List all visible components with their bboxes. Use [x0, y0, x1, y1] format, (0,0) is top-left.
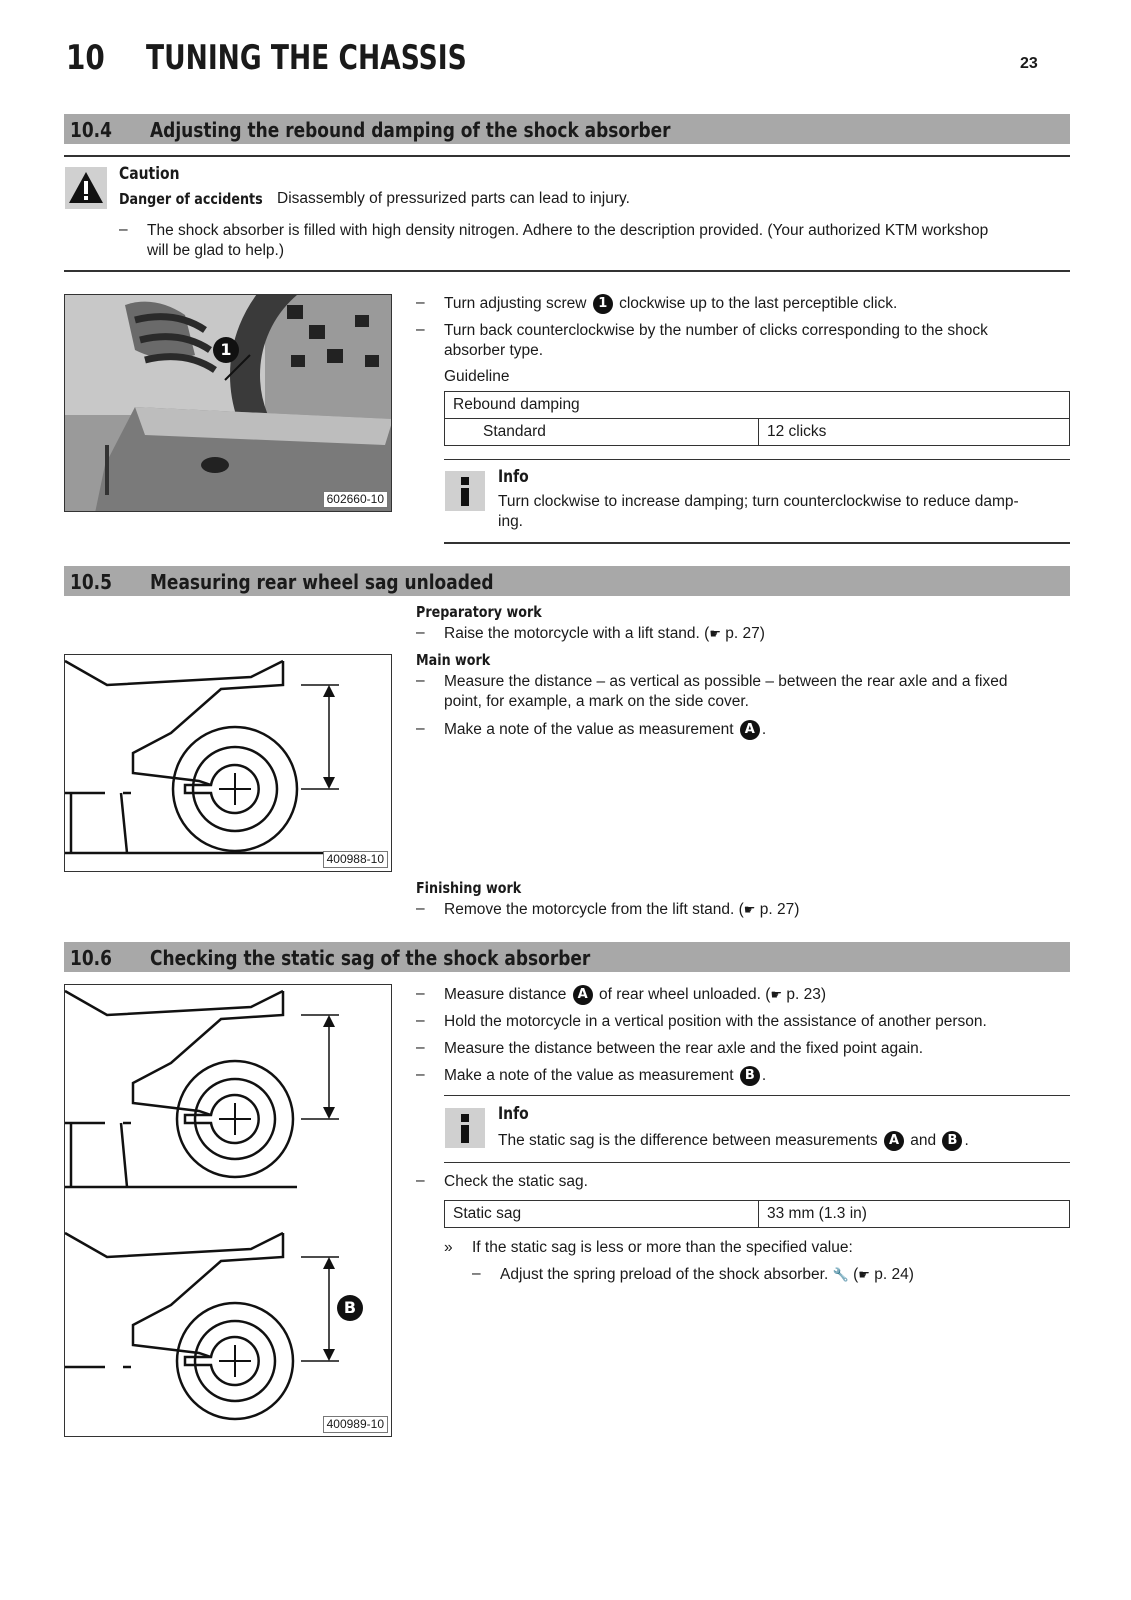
caution-bullet-line: The shock absorber is filled with high density nitrogen. Adhere to the description provided. (Your authorized KTM workshop [147, 222, 989, 239]
section-header-10-4 [64, 114, 1070, 144]
callout-a-ref: A [740, 720, 760, 740]
shock-absorber-photo [64, 294, 392, 512]
static-sag-table [444, 1200, 1070, 1228]
divider [444, 542, 1070, 544]
divider [64, 270, 1070, 272]
wrench-icon: 🔧 [832, 1267, 849, 1282]
step-text: Measure distance A of rear wheel unloaded. (☛ p. 23) [444, 986, 827, 1004]
table-cell: 33 mm (1.3 in) [759, 1201, 1070, 1228]
callout-b-ref: B [942, 1131, 962, 1151]
danger-text: Disassembly of pressurized parts can lead to injury. [277, 190, 630, 207]
hand-pointer-icon: ☛ [709, 626, 721, 641]
callout-1: 1 [213, 337, 239, 363]
figure-label: 602660-10 [323, 491, 388, 508]
section-header-10-5 [64, 566, 1070, 596]
callout-b: B [337, 1295, 363, 1321]
bullet-dash: – [416, 985, 425, 1002]
step-text: point, for example, a mark on the side cover. [444, 693, 749, 710]
condition-text: If the static sag is less or more than the specified value: [472, 1239, 853, 1256]
bullet-dash: – [416, 1172, 425, 1189]
section-header-10-6 [64, 942, 1070, 972]
figure-label: 400988-10 [323, 851, 388, 868]
step-text: Remove the motorcycle from the lift stand. (☛ p. 27) [444, 901, 800, 918]
table-cell: Static sag [445, 1201, 759, 1228]
info-heading: Info [498, 1104, 529, 1124]
info-icon [445, 471, 485, 511]
step-text: Make a note of the value as measurement A . [444, 721, 767, 739]
step-text: Measure the distance between the rear axle and the fixed point again. [444, 1040, 924, 1057]
bullet-dash: – [416, 294, 425, 311]
bullet-dash: – [416, 720, 425, 737]
info-text: The static sag is the difference between measurements A and B . [498, 1132, 969, 1150]
section-number: 10.5 [70, 570, 112, 594]
bullet-dash: – [119, 221, 128, 238]
step-text: Turn adjusting screw 1 clockwise up to the last perceptible click. [444, 295, 898, 313]
rear-wheel-diagram [64, 654, 392, 872]
danger-label: Danger of accidents [119, 190, 263, 208]
main-work-heading: Main work [416, 651, 491, 669]
info-icon [445, 1108, 485, 1148]
divider [444, 1095, 1070, 1096]
static-sag-diagram [64, 984, 392, 1437]
guideline-label: Guideline [444, 368, 510, 385]
divider [444, 459, 1070, 460]
finishing-heading: Finishing work [416, 879, 522, 897]
table-header: Rebound damping [445, 392, 1070, 419]
step-text: Check the static sag. [444, 1173, 588, 1190]
bullet-dash: – [416, 321, 425, 338]
step-text: absorber type. [444, 342, 544, 359]
table-cell: 12 clicks [759, 419, 1070, 446]
bullet-dash: – [416, 1039, 425, 1056]
page-number: 23 [1020, 55, 1038, 72]
section-number: 10.4 [70, 118, 112, 142]
bullet-dash: – [416, 624, 425, 641]
info-heading: Info [498, 467, 529, 487]
bullet-dash: – [416, 1012, 425, 1029]
section-number: 10.6 [70, 946, 112, 970]
step-text: Turn back counterclockwise by the number of clicks corresponding to the shock [444, 322, 988, 339]
step-text: Raise the motorcycle with a lift stand. (☛ p. 27) [444, 625, 765, 642]
info-text: ing. [498, 513, 523, 530]
bullet-dash: – [472, 1265, 481, 1282]
figure-label: 400989-10 [323, 1416, 388, 1433]
rebound-damping-table [444, 391, 1070, 446]
chapter-title: TUNING THE CHASSIS [146, 38, 467, 78]
callout-b-ref: B [740, 1066, 760, 1086]
bullet-dash: – [416, 1066, 425, 1083]
section-title: Adjusting the rebound damping of the shock absorber [150, 118, 671, 142]
condition-chevron: » [444, 1239, 453, 1256]
divider [444, 1162, 1070, 1163]
callout-a-ref: A [884, 1131, 904, 1151]
step-text: Make a note of the value as measurement B . [444, 1067, 767, 1085]
hand-pointer-icon: ☛ [743, 902, 756, 917]
callout-1-ref: 1 [593, 294, 613, 314]
info-text: Turn clockwise to increase damping; turn counterclockwise to reduce damp- [498, 493, 1019, 510]
preparatory-heading: Preparatory work [416, 603, 542, 621]
hand-pointer-icon: ☛ [770, 987, 783, 1003]
hand-pointer-icon: ☛ [858, 1267, 870, 1282]
section-title: Measuring rear wheel sag unloaded [150, 570, 494, 594]
callout-a-ref: A [573, 985, 593, 1005]
chapter-number: 10 [66, 38, 105, 78]
step-text: Measure the distance – as vertical as possible – between the rear axle and a fixed [444, 673, 1008, 690]
table-cell: Standard [445, 419, 759, 446]
caution-heading: Caution [119, 164, 180, 184]
section-title: Checking the static sag of the shock absorber [150, 946, 591, 970]
step-text: Adjust the spring preload of the shock absorber. 🔧 (☛ p. 24) [500, 1266, 914, 1283]
warning-icon [65, 167, 107, 209]
caution-bullet-line: will be glad to help.) [147, 242, 284, 259]
divider [64, 155, 1070, 157]
bullet-dash: – [416, 900, 425, 917]
bullet-dash: – [416, 672, 425, 689]
step-text: Hold the motorcycle in a vertical position with the assistance of another person. [444, 1013, 987, 1030]
